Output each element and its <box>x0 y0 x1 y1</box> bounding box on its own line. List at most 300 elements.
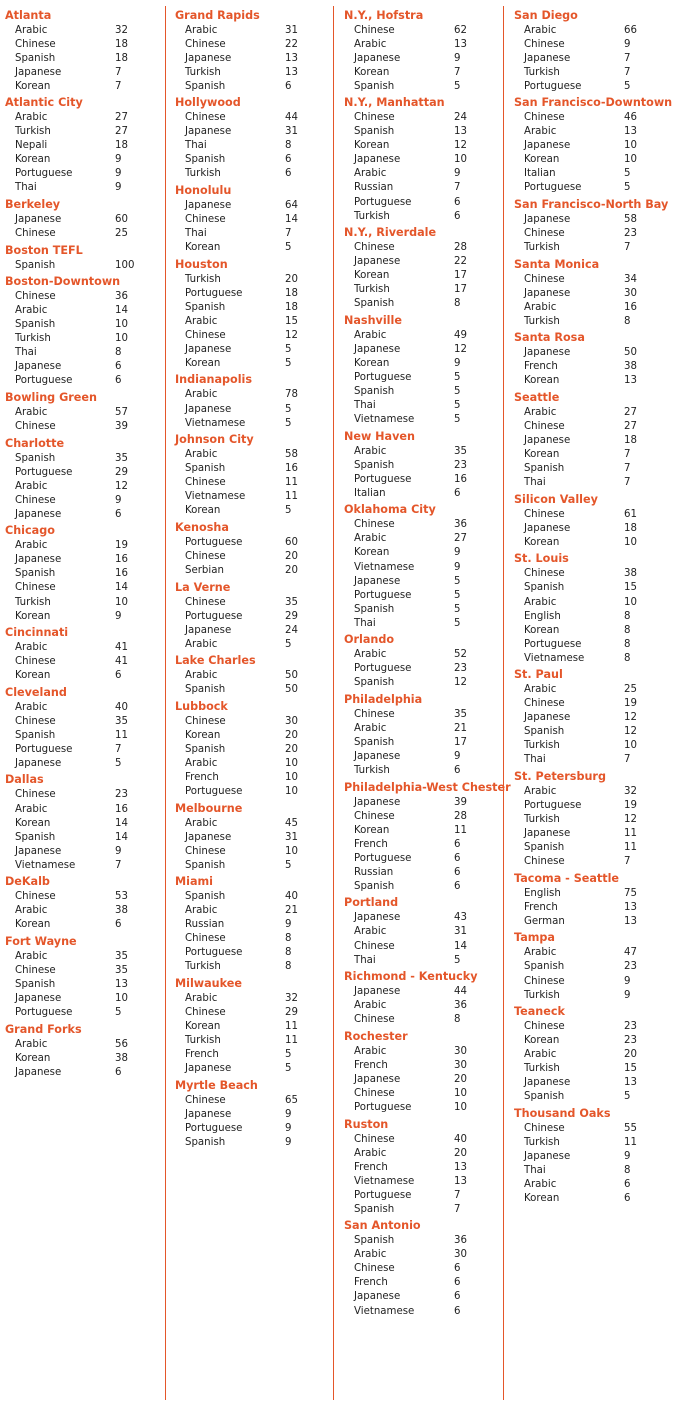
language-count: 100 <box>115 259 135 271</box>
language-row <box>175 1094 330 1108</box>
language-name: Arabic <box>524 684 557 696</box>
city-block <box>5 243 160 273</box>
language-row <box>344 736 499 750</box>
language-count: 11 <box>454 824 467 836</box>
city-heading: Kenosha <box>175 520 229 534</box>
language-row <box>175 52 330 66</box>
city-block <box>5 197 160 241</box>
language-row <box>344 880 499 894</box>
language-row <box>514 1164 674 1178</box>
language-name: Chinese <box>185 38 226 50</box>
language-row <box>344 662 499 676</box>
language-row <box>344 954 499 968</box>
language-name: Korean <box>524 1193 560 1205</box>
language-row <box>514 1122 674 1136</box>
city-heading: St. Louis <box>514 552 569 566</box>
language-count: 7 <box>624 242 631 254</box>
language-name: Arabic <box>15 950 48 962</box>
language-row <box>514 462 674 476</box>
language-count: 10 <box>285 786 298 798</box>
language-row <box>344 1087 499 1101</box>
language-row <box>344 1059 499 1073</box>
city-heading: Honolulu <box>175 183 232 197</box>
language-name: Arabic <box>354 722 387 734</box>
language-row <box>344 925 499 939</box>
language-row <box>514 273 674 287</box>
language-row <box>175 715 330 729</box>
language-count: 7 <box>454 1189 461 1201</box>
language-name: Portuguese <box>524 80 582 92</box>
city-block <box>5 625 160 683</box>
language-count: 6 <box>454 852 461 864</box>
language-count: 13 <box>624 126 637 138</box>
language-row <box>344 167 499 181</box>
language-row <box>175 785 330 799</box>
language-count: 30 <box>454 1045 467 1057</box>
language-row <box>514 346 674 360</box>
language-name: Japanese <box>185 831 232 843</box>
language-name: Vietnamese <box>185 417 246 429</box>
language-name: Spanish <box>185 463 226 475</box>
language-row <box>5 641 160 655</box>
language-row <box>514 638 674 652</box>
language-name: Spanish <box>354 459 395 471</box>
language-row <box>344 810 499 824</box>
language-count: 36 <box>454 1235 467 1247</box>
language-count: 16 <box>115 554 128 566</box>
language-count: 15 <box>624 1063 637 1075</box>
language-name: Chinese <box>185 715 226 727</box>
language-row <box>5 406 160 420</box>
language-name: Thai <box>354 954 376 966</box>
language-row <box>175 388 330 402</box>
language-row <box>5 38 160 52</box>
language-count: 10 <box>624 140 637 152</box>
city-block <box>344 969 499 1027</box>
language-count: 9 <box>454 168 461 180</box>
language-count: 45 <box>285 817 298 829</box>
language-row <box>344 297 499 311</box>
language-row <box>5 139 160 153</box>
language-count: 7 <box>454 66 461 78</box>
language-row <box>175 462 330 476</box>
language-name: Spanish <box>354 126 395 138</box>
language-row <box>344 1147 499 1161</box>
language-row <box>514 596 674 610</box>
language-row <box>5 655 160 669</box>
language-name: Chinese <box>524 38 565 50</box>
language-count: 35 <box>115 715 128 727</box>
city-block <box>344 632 499 690</box>
language-name: Portuguese <box>354 371 412 383</box>
language-count: 22 <box>285 38 298 50</box>
city-heading: San Antonio <box>344 1219 421 1233</box>
language-count: 55 <box>624 1122 637 1134</box>
language-count: 38 <box>624 361 637 373</box>
language-name: Chinese <box>185 933 226 945</box>
language-row <box>514 1048 674 1062</box>
language-count: 11 <box>285 491 298 503</box>
language-row <box>5 125 160 139</box>
language-count: 25 <box>624 684 637 696</box>
language-count: 14 <box>115 305 128 317</box>
language-name: Chinese <box>354 112 395 124</box>
language-count: 30 <box>454 1059 467 1071</box>
language-count: 9 <box>624 38 631 50</box>
language-name: Chinese <box>15 582 56 594</box>
language-row <box>175 139 330 153</box>
language-name: Vietnamese <box>354 414 415 426</box>
language-count: 14 <box>454 940 467 952</box>
city-block <box>175 976 330 1076</box>
language-count: 6 <box>454 838 461 850</box>
language-row <box>514 139 674 153</box>
language-row <box>5 1066 160 1080</box>
city-block <box>514 930 674 1002</box>
language-name: Korean <box>185 505 221 517</box>
language-count: 7 <box>624 856 631 868</box>
language-row <box>344 343 499 357</box>
language-row <box>514 374 674 388</box>
language-row <box>175 301 330 315</box>
city-heading: Ruston <box>344 1117 389 1131</box>
language-row <box>5 904 160 918</box>
language-count: 19 <box>624 698 637 710</box>
language-row <box>344 911 499 925</box>
language-row <box>344 24 499 38</box>
language-name: Korean <box>524 624 560 636</box>
language-name: Chinese <box>15 38 56 50</box>
language-count: 7 <box>285 228 292 240</box>
language-row <box>175 153 330 167</box>
city-block <box>5 1022 160 1080</box>
language-row <box>344 603 499 617</box>
language-count: 32 <box>115 24 128 36</box>
language-row <box>514 80 674 94</box>
language-count: 10 <box>454 1101 467 1113</box>
city-heading: Nashville <box>344 313 402 327</box>
city-heading: Milwaukee <box>175 977 242 991</box>
city-heading: Santa Monica <box>514 257 600 271</box>
city-block <box>344 8 499 94</box>
language-name: Japanese <box>185 1108 232 1120</box>
language-name: Portuguese <box>524 182 582 194</box>
language-row <box>344 518 499 532</box>
language-count: 5 <box>285 403 292 415</box>
language-count: 20 <box>285 729 298 741</box>
language-row <box>514 508 674 522</box>
language-count: 8 <box>454 1014 461 1026</box>
language-row <box>514 567 674 581</box>
language-count: 6 <box>454 765 461 777</box>
language-count: 35 <box>454 708 467 720</box>
language-row <box>5 831 160 845</box>
language-count: 27 <box>115 126 128 138</box>
language-row <box>344 1248 499 1262</box>
language-name: French <box>524 901 558 913</box>
language-row <box>514 227 674 241</box>
language-name: Arabic <box>524 1179 557 1191</box>
city-block <box>514 390 674 490</box>
language-count: 9 <box>115 154 122 166</box>
language-count: 46 <box>624 112 637 124</box>
language-row <box>344 1203 499 1217</box>
city-heading: Fort Wayne <box>5 934 77 948</box>
language-name: Vietnamese <box>354 561 415 573</box>
language-row <box>5 452 160 466</box>
language-count: 14 <box>115 817 128 829</box>
language-count: 9 <box>115 182 122 194</box>
language-count: 5 <box>285 357 292 369</box>
language-row <box>344 196 499 210</box>
language-row <box>5 259 160 273</box>
language-name: Thai <box>15 347 37 359</box>
language-row <box>5 111 160 125</box>
language-name: Arabic <box>15 803 48 815</box>
language-name: Japanese <box>15 66 62 78</box>
language-row <box>5 788 160 802</box>
language-count: 7 <box>454 1203 461 1215</box>
language-name: Italian <box>524 168 556 180</box>
language-row <box>344 1189 499 1203</box>
language-name: Thai <box>524 1165 546 1177</box>
language-row <box>5 508 160 522</box>
language-name: Japanese <box>354 1291 401 1303</box>
language-row <box>344 181 499 195</box>
language-row <box>514 901 674 915</box>
language-row <box>5 539 160 553</box>
city-block <box>344 502 499 630</box>
language-row <box>514 1062 674 1076</box>
language-name: Chinese <box>354 708 395 720</box>
language-row <box>514 1192 674 1206</box>
language-name: Chinese <box>185 845 226 857</box>
language-row <box>514 683 674 697</box>
language-count: 12 <box>454 140 467 152</box>
language-row <box>344 283 499 297</box>
language-count: 31 <box>285 24 298 36</box>
language-count: 13 <box>285 66 298 78</box>
language-row <box>5 1006 160 1020</box>
city-block <box>175 653 330 697</box>
language-row <box>514 1090 674 1104</box>
city-block <box>175 520 330 578</box>
language-name: Arabic <box>185 905 218 917</box>
language-name: Chinese <box>15 789 56 801</box>
language-count: 6 <box>115 508 122 520</box>
language-name: Vietnamese <box>15 859 76 871</box>
language-name: Korean <box>354 140 390 152</box>
language-name: Chinese <box>354 1014 395 1026</box>
language-row <box>514 1150 674 1164</box>
language-count: 9 <box>624 1151 631 1162</box>
city-heading: Houston <box>175 257 228 271</box>
language-name: Turkish <box>185 961 221 973</box>
language-count: 11 <box>285 477 298 489</box>
language-row <box>5 743 160 757</box>
language-row <box>514 24 674 38</box>
language-count: 5 <box>285 1049 292 1061</box>
language-row <box>175 417 330 431</box>
language-row <box>175 845 330 859</box>
language-name: Arabic <box>354 1249 387 1261</box>
language-count: 8 <box>624 315 631 327</box>
language-name: Korean <box>15 919 51 931</box>
language-count: 13 <box>115 978 128 990</box>
language-row <box>175 669 330 683</box>
language-count: 11 <box>115 729 128 741</box>
language-name: Japanese <box>354 1073 401 1085</box>
language-name: Japanese <box>185 126 232 138</box>
language-name: German <box>524 915 565 927</box>
language-name: Spanish <box>354 603 395 615</box>
language-row <box>514 476 674 490</box>
language-name: Arabic <box>15 480 48 492</box>
language-count: 8 <box>624 624 631 636</box>
language-name: English <box>524 887 561 899</box>
language-count: 14 <box>285 214 298 226</box>
language-count: 6 <box>115 919 122 931</box>
language-count: 5 <box>454 575 461 587</box>
language-row <box>5 466 160 480</box>
language-row <box>5 304 160 318</box>
language-row <box>5 181 160 195</box>
language-count: 6 <box>115 361 122 373</box>
language-row <box>175 111 330 125</box>
language-row <box>175 504 330 518</box>
language-name: Chinese <box>185 596 226 608</box>
language-row <box>344 413 499 427</box>
language-row <box>5 803 160 817</box>
language-row <box>344 824 499 838</box>
language-count: 7 <box>115 66 122 78</box>
city-heading: La Verne <box>175 580 231 594</box>
language-row <box>514 610 674 624</box>
language-row <box>175 24 330 38</box>
language-count: 23 <box>624 228 637 240</box>
language-row <box>344 796 499 810</box>
language-count: 6 <box>454 210 461 222</box>
language-count: 9 <box>454 751 461 763</box>
language-row <box>514 301 674 315</box>
language-name: Spanish <box>185 684 226 696</box>
language-name: Arabic <box>354 926 387 938</box>
language-count: 38 <box>624 568 637 580</box>
city-block <box>344 1029 499 1115</box>
language-count: 31 <box>285 831 298 843</box>
language-name: Turkish <box>185 66 221 78</box>
language-row <box>344 269 499 283</box>
language-name: Arabic <box>15 642 48 654</box>
language-name: Spanish <box>524 961 565 973</box>
language-count: 12 <box>285 329 298 341</box>
language-row <box>344 125 499 139</box>
language-count: 5 <box>624 1091 631 1103</box>
language-count: 43 <box>454 912 467 924</box>
city-block <box>514 1106 674 1206</box>
language-count: 5 <box>285 505 292 517</box>
language-name: Arabic <box>354 1000 387 1012</box>
language-name: Turkish <box>185 273 221 285</box>
language-name: Spanish <box>15 259 56 271</box>
language-row <box>175 743 330 757</box>
language-count: 39 <box>115 421 128 433</box>
language-name: Spanish <box>185 1136 226 1148</box>
language-row <box>5 859 160 873</box>
language-count: 28 <box>454 242 467 254</box>
language-count: 8 <box>285 961 292 973</box>
language-count: 13 <box>624 901 637 913</box>
language-count: 5 <box>624 182 631 194</box>
language-row <box>514 522 674 536</box>
city-heading: Philadelphia-West Chester <box>344 780 511 794</box>
language-name: Turkish <box>524 989 560 1001</box>
language-count: 9 <box>115 845 122 857</box>
language-row <box>514 213 674 227</box>
language-name: Spanish <box>524 726 565 738</box>
language-name: Arabic <box>354 445 387 457</box>
language-row <box>5 669 160 683</box>
city-heading: DeKalb <box>5 875 50 889</box>
language-count: 10 <box>115 333 128 345</box>
language-count: 5 <box>624 168 631 180</box>
language-count: 6 <box>454 866 461 878</box>
city-heading: Boston TEFL <box>5 243 83 257</box>
language-count: 35 <box>115 452 128 464</box>
language-row <box>514 960 674 974</box>
city-heading: Miami <box>175 875 214 889</box>
language-row <box>514 434 674 448</box>
language-count: 36 <box>115 291 128 303</box>
language-name: Japanese <box>524 52 571 64</box>
language-row <box>514 181 674 195</box>
language-count: 23 <box>115 789 128 801</box>
language-name: Turkish <box>524 315 560 327</box>
language-row <box>344 589 499 603</box>
language-row <box>514 52 674 66</box>
city-heading: New Haven <box>344 429 415 443</box>
language-row <box>175 80 330 94</box>
language-name: Thai <box>524 477 546 489</box>
language-row <box>5 167 160 181</box>
language-name: Spanish <box>185 80 226 92</box>
language-count: 18 <box>624 435 637 447</box>
language-row <box>344 1045 499 1059</box>
language-count: 20 <box>624 1049 637 1061</box>
language-row <box>344 80 499 94</box>
language-count: 40 <box>454 1133 467 1145</box>
language-name: Chinese <box>524 856 565 868</box>
language-count: 11 <box>624 842 637 854</box>
language-count: 9 <box>285 1136 292 1148</box>
language-name: Chinese <box>15 964 56 976</box>
city-block <box>514 330 674 388</box>
language-row <box>175 890 330 904</box>
language-row <box>344 532 499 546</box>
language-name: Japanese <box>185 403 232 415</box>
language-count: 7 <box>624 52 631 64</box>
city-heading: Dallas <box>5 773 44 787</box>
language-name: Spanish <box>524 1091 565 1103</box>
language-row <box>175 564 330 578</box>
language-row <box>344 676 499 690</box>
language-name: English <box>524 610 561 622</box>
language-name: Japanese <box>354 154 401 166</box>
language-count: 30 <box>285 715 298 727</box>
language-row <box>344 255 499 269</box>
language-row <box>175 624 330 638</box>
language-name: French <box>524 361 558 373</box>
